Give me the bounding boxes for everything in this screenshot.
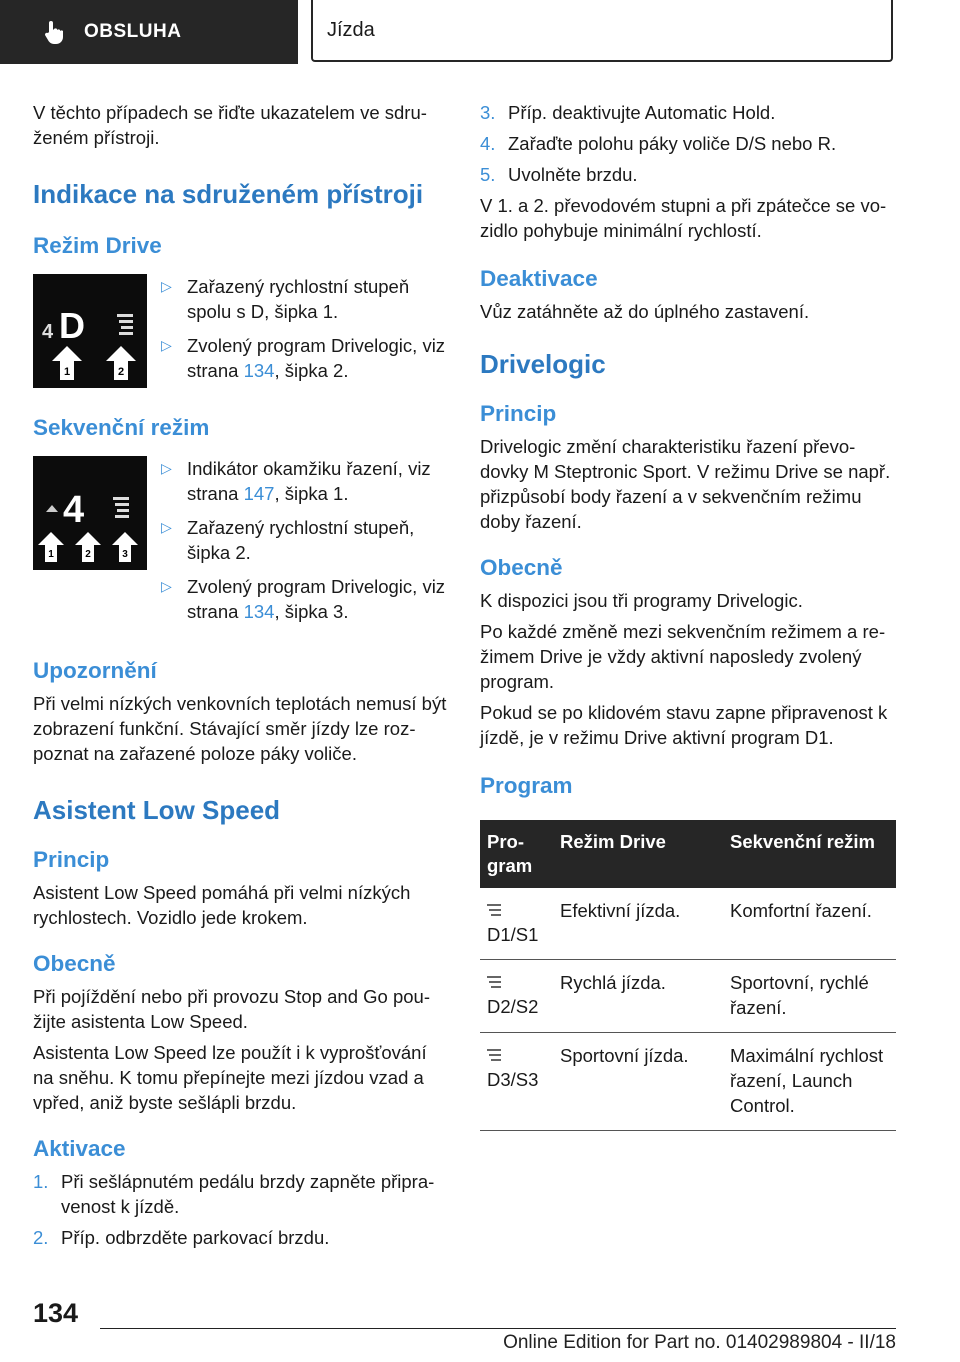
- arrow-1-icon: [52, 346, 82, 380]
- bullet-triangle-icon: ▷: [161, 519, 172, 535]
- section-tab[interactable]: [0, 0, 298, 64]
- drive-small-gear: 4: [42, 321, 54, 343]
- table-cell: Sportovní jízda.: [553, 1033, 723, 1131]
- upozorneni-text: Při velmi nízkých venkovních teplotách nemusí být zobrazení funkční. Stávající směr jízdy lze rozpoznat na zařazené poloze páky voliče.: [33, 693, 447, 764]
- list-item: ▷ Zařazený rychlostní stupeň spolu s D, šipka 1.: [161, 276, 410, 322]
- page-link[interactable]: 147: [243, 483, 275, 504]
- deaktivace-text: Vůz zatáhněte až do úplného zastavení.: [480, 301, 810, 322]
- drive-mode-figure-row: [33, 274, 448, 392]
- table-cell: Maximální rychlost řazení, Launch Control.: [723, 1033, 896, 1131]
- obecne-paragraph-2: Asistenta Low Speed lze použít i k vyprošťování na sněhu. K tomu přepínejte mezi jízdou vzad a vpřed, aniž byste sešlápli brzdu.: [33, 1042, 427, 1113]
- page-title: Jízda: [311, 0, 893, 62]
- section-label: OBSLUHA: [84, 21, 182, 42]
- list-item: ▷ Zvolený program Drivelogic, viz strana 134, šipka 3.: [161, 576, 446, 622]
- bullet-triangle-icon: ▷: [161, 578, 172, 594]
- svg-text:2: 2: [117, 366, 125, 378]
- list-item: 5. Uvolněte brzdu.: [480, 164, 638, 185]
- intro-text: V těchto případech se řiďte ukazatelem ve sdruženém přístroji.: [33, 102, 427, 148]
- list-item: ▷ Indikátor okamžiku řazení, viz strana 147, šipka 1.: [161, 458, 431, 504]
- page-number: 134: [33, 1298, 79, 1328]
- drivelogic-2-icon: [487, 976, 505, 990]
- svg-text:3: 3: [122, 549, 128, 560]
- heading-low-speed: Asistent Low Speed: [33, 795, 281, 825]
- bullet-triangle-icon: ▷: [161, 460, 172, 476]
- drive-mode-bullets: [161, 274, 448, 392]
- table-cell: Komfortní řazení.: [723, 888, 896, 960]
- drivelogic-3-icon: [487, 1049, 505, 1063]
- table-row: [480, 888, 896, 960]
- svg-text:1: 1: [48, 549, 54, 560]
- list-item: ▷ Zařazený rychlostní stupeň, šipka 2.: [161, 517, 415, 563]
- heading-rezim-drive: Režim Drive: [33, 233, 162, 258]
- right-column: [480, 100, 896, 1131]
- program-name: D3/S3: [487, 1069, 539, 1090]
- heading-program: Program: [480, 773, 573, 798]
- list-item: 2. Příp. odbrzděte parkovací brzdu.: [33, 1227, 330, 1248]
- page-link[interactable]: 134: [243, 601, 275, 622]
- table-cell: Efektivní jízda.: [553, 888, 723, 960]
- drivelogic-1-icon: [487, 904, 505, 918]
- heading-obecne: Obecně: [33, 951, 116, 976]
- low-speed-note: V 1. a 2. převodovém stupni a při zpátečce se vozidlo pohybuje minimální rychlostí.: [480, 195, 887, 241]
- drivelogic-princip-text: Drivelogic změní charakteristiku řazení převodovky M Steptronic Sport. V režimu Drive se např. přizpůsobí body řazení a v sekvenčním režimu doby řazení.: [480, 436, 891, 532]
- heading-deaktivace: Deaktivace: [480, 266, 598, 291]
- arrow-1-icon: [38, 532, 64, 562]
- drivelogic-obecne-1: K dispozici jsou tři programy Drivelogic.: [480, 590, 803, 611]
- heading-indikace: Indikace na sdruženém přístroji: [33, 179, 424, 209]
- svg-text:1: 1: [63, 366, 71, 378]
- heading-upozorneni: Upozornění: [33, 658, 157, 683]
- list-item: ▷ Zvolený program Drivelogic, viz strana 134, šipka 2.: [161, 335, 446, 381]
- heading-princip: Princip: [33, 847, 110, 872]
- heading-obecne: Obecně: [480, 555, 563, 580]
- list-item: 4. Zařaďte polohu páky voliče D/S nebo R.: [480, 133, 837, 154]
- page-link[interactable]: 134: [243, 360, 275, 381]
- table-cell: Rychlá jízda.: [553, 960, 723, 1033]
- left-column: [33, 100, 448, 1256]
- heading-princip: Princip: [480, 401, 557, 426]
- table-row: [480, 1033, 896, 1131]
- arrow-2-icon: [106, 346, 136, 380]
- arrow-3-icon: [112, 532, 138, 562]
- table-row: [480, 960, 896, 1033]
- sequential-mode-figure-row: [33, 456, 448, 633]
- bullet-triangle-icon: ▷: [161, 278, 172, 294]
- drivelogic-obecne-2: Po každé změně mezi sekvenčním režimem a režimem Drive je vždy aktivní naposledy zvolený program.: [480, 621, 886, 692]
- aktivace-list: [33, 1169, 448, 1250]
- sequential-gear-number: 4: [63, 489, 85, 531]
- svg-text:2: 2: [85, 549, 91, 560]
- table-header-row: [480, 820, 896, 888]
- drivelogic-obecne-3: Pokud se po klidovém stavu zapne připravenost k jízdě, je v režimu Drive aktivní program D1.: [480, 702, 888, 748]
- princip-text: Asistent Low Speed pomáhá při velmi nízkých rychlostech. Vozidlo jede krokem.: [33, 882, 411, 928]
- upshift-chevron-icon: [46, 505, 58, 512]
- list-item: 3. Příp. deaktivujte Automatic Hold.: [480, 102, 776, 123]
- heading-drivelogic: Drivelogic: [480, 349, 606, 379]
- sequential-mode-bullets: [161, 456, 448, 633]
- column-header: Program: [480, 820, 553, 888]
- table-cell: Sportovní, rychlé řazení.: [723, 960, 896, 1033]
- drivelogic-program-table: [480, 820, 896, 1131]
- aktivace-list-continued: [480, 100, 896, 187]
- hand-pointer-icon: [40, 18, 68, 46]
- list-item: 1. Při sešlápnutém pedálu brzdy zapněte připravenost k jízdě.: [33, 1171, 435, 1217]
- heading-aktivace: Aktivace: [33, 1136, 126, 1161]
- program-name: D2/S2: [487, 996, 539, 1017]
- program-name: D1/S1: [487, 924, 539, 945]
- sequential-mode-display-image: [33, 456, 147, 570]
- heading-sekvencni-rezim: Sekvenční režim: [33, 415, 210, 440]
- drive-gear-letter: D: [59, 305, 85, 346]
- edition-footer: Online Edition for Part no. 01402989804 - II/18: [503, 1332, 896, 1353]
- column-header: Sekvenční režim: [723, 820, 896, 888]
- obecne-paragraph-1: Při pojíždění nebo při provozu Stop and Go použijte asistenta Low Speed.: [33, 986, 430, 1032]
- column-header: Režim Drive: [553, 820, 723, 888]
- drive-mode-display-image: [33, 274, 147, 388]
- bullet-triangle-icon: ▷: [161, 337, 172, 353]
- footer-divider: [100, 1328, 896, 1329]
- arrow-2-icon: [75, 532, 101, 562]
